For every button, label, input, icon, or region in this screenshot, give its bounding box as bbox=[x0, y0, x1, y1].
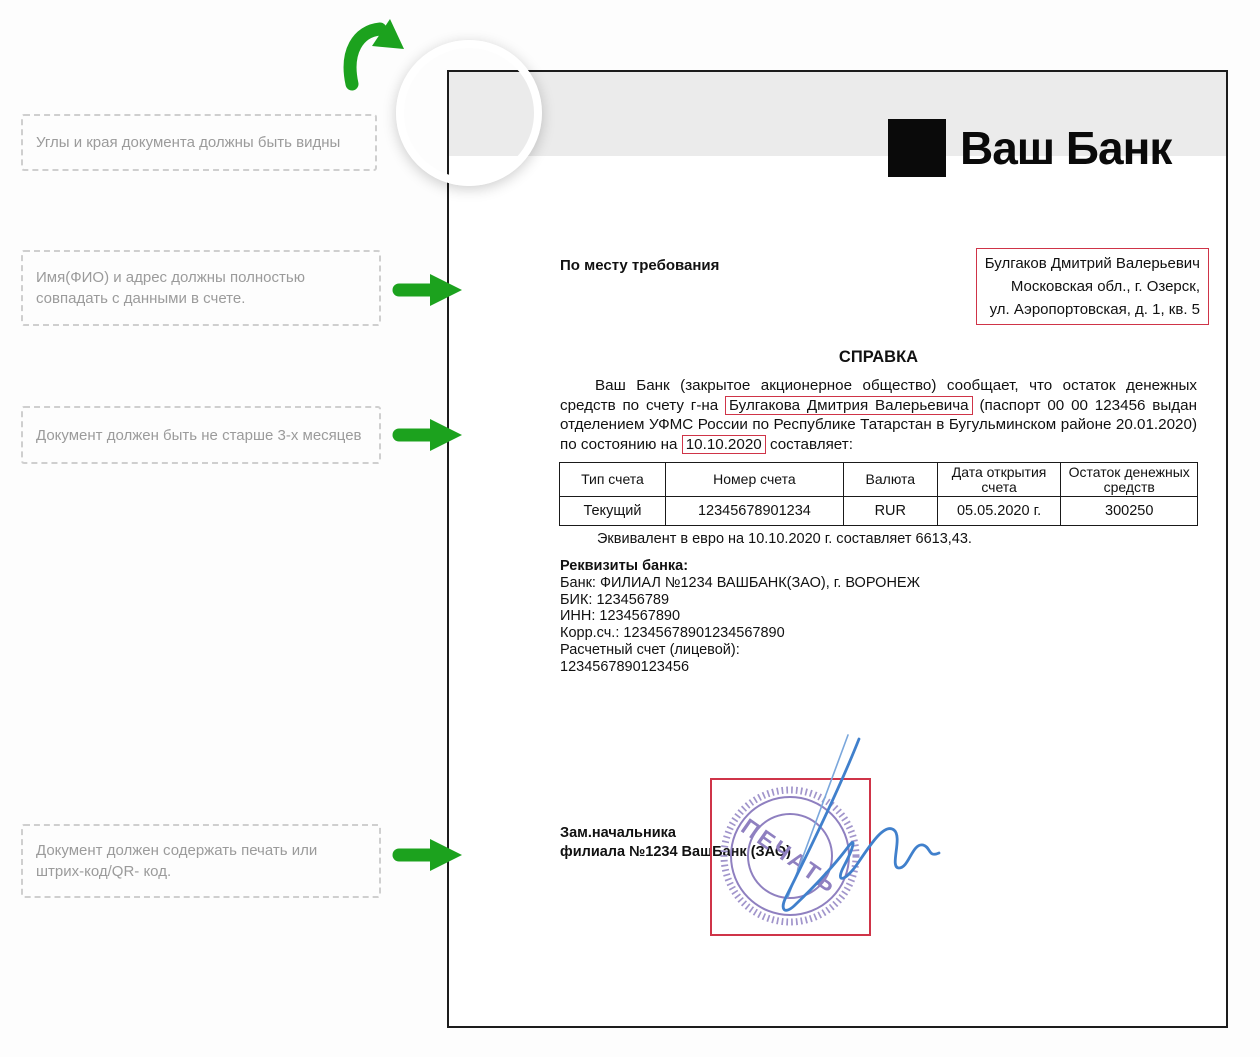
equivalent-note: Эквивалент в евро на 10.10.2020 г. составляет 6613,43. bbox=[597, 531, 972, 547]
address-line: Булгаков Дмитрий Валерьевич bbox=[984, 255, 1200, 272]
table-header-cell: Номер счета bbox=[665, 463, 843, 497]
requisites-line: Банк: ФИЛИАЛ №1234 ВАШБАНК(ЗАО), г. ВОРОНЕЖ bbox=[560, 574, 920, 591]
signer-position-line: филиала №1234 ВашБанк (ЗАО) bbox=[560, 844, 791, 860]
stamp-text: ПЕЧАТЬ bbox=[736, 813, 844, 899]
curved-arrow-icon bbox=[338, 16, 418, 96]
bank-logo-text: Ваш Банк bbox=[960, 122, 1172, 174]
table-header-row bbox=[560, 463, 1198, 497]
table-header-cell: Дата открытия счета bbox=[937, 463, 1061, 497]
bank-certificate-document bbox=[447, 70, 1228, 1028]
stamp-icon bbox=[714, 782, 867, 932]
recipient-address-box bbox=[976, 248, 1209, 325]
certificate-body bbox=[560, 376, 1197, 454]
table-header-cell: Валюта bbox=[843, 463, 937, 497]
stamp-highlight-box bbox=[710, 778, 871, 936]
table-row bbox=[560, 497, 1198, 526]
bank-logo-square-icon bbox=[888, 119, 946, 177]
table-cell: 300250 bbox=[1061, 497, 1198, 526]
tip-label: Документ должен содержать печать или штрих-код/QR- код. bbox=[36, 842, 318, 880]
arrow-right-icon bbox=[392, 271, 468, 309]
certificate-title: СПРАВКА bbox=[838, 348, 919, 366]
tip-stamp-required bbox=[21, 824, 381, 898]
requisites-line: Корр.сч.: 12345678901234567890 bbox=[560, 625, 785, 642]
table-cell: 12345678901234 bbox=[665, 497, 843, 526]
body-text-part: (паспорт 00 00 123456 выдан отделением УФМС России по Республике Татарстан в Бугульминском районе 20.01.2020) по состоянию на bbox=[560, 396, 1197, 453]
bank-logo bbox=[888, 119, 1171, 177]
table-cell: RUR bbox=[843, 497, 937, 526]
table-header-cell: Тип счета bbox=[560, 463, 666, 497]
tip-label: Углы и края документа должны быть видны bbox=[36, 134, 341, 151]
tip-name-address-match bbox=[21, 250, 381, 326]
arrow-right-icon bbox=[392, 416, 468, 454]
tip-document-age bbox=[21, 406, 381, 464]
holder-name-highlight: Булгакова Дмитрия Валерьевича bbox=[725, 396, 973, 415]
table-cell: Текущий bbox=[560, 497, 666, 526]
signer-position-line: Зам.начальника bbox=[560, 825, 676, 841]
requisites-line: 1234567890123456 bbox=[560, 658, 690, 675]
requisites-line: ИНН: 1234567890 bbox=[560, 608, 681, 625]
table-cell: 05.05.2020 г. bbox=[937, 497, 1061, 526]
arrow-right-icon bbox=[392, 836, 468, 874]
tip-corners-visible bbox=[21, 114, 377, 171]
statement-date-highlight: 10.10.2020 bbox=[682, 435, 766, 454]
requisites-line: Расчетный счет (лицевой): bbox=[560, 641, 740, 658]
requisites-line: БИК: 123456789 bbox=[560, 591, 670, 608]
tip-label: Документ должен быть не старше 3-х месяцев bbox=[36, 426, 362, 444]
table-header-cell: Остаток денежных средств bbox=[1061, 463, 1198, 497]
address-line: ул. Аэропортовская, д. 1, кв. 5 bbox=[989, 301, 1200, 318]
requisites-title: Реквизиты банка: bbox=[560, 558, 689, 574]
tip-label: Имя(ФИО) и адрес должны полностью совпадать с данными в счете. bbox=[36, 269, 305, 307]
accounts-table bbox=[559, 462, 1198, 526]
address-line: Московская обл., г. Озерск, bbox=[1010, 278, 1200, 295]
bank-requisites bbox=[560, 558, 920, 676]
body-text-part: составляет: bbox=[769, 435, 853, 453]
body-text-part: Ваш Банк (закрытое акционерное общество) сообщает, что остаток денежных средств по счету г-на bbox=[560, 377, 1197, 414]
recipient-header: По месту требования bbox=[560, 257, 720, 274]
